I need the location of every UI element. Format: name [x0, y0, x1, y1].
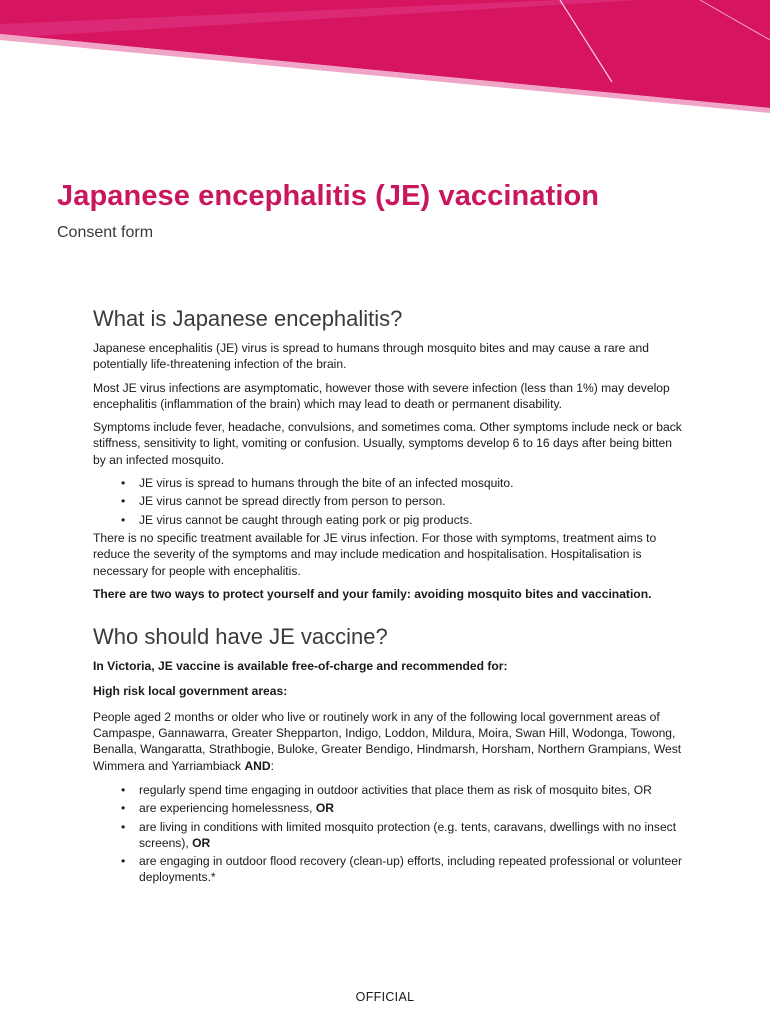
section-what-is-je	[93, 306, 683, 602]
list-item: • regularly spend time engaging in outdoor activities that place them as risk of mosquito bites, OR	[121, 782, 652, 797]
header-banner	[0, 0, 770, 120]
section-heading: What is Japanese encephalitis?	[93, 306, 403, 331]
bullet-icon: •	[121, 512, 126, 527]
bullet-icon: •	[121, 476, 126, 491]
bullet-icon: •	[121, 494, 126, 509]
paragraph-bold: There are two ways to protect yourself and your family: avoiding mosquito bites and vaccination.	[93, 586, 652, 601]
page-subtitle: Consent form	[57, 224, 154, 241]
bullet-icon: •	[121, 782, 126, 797]
list-item: • JE virus is spread to humans through the bite of an infected mosquito.	[121, 476, 514, 491]
paragraph-bold: In Victoria, JE vaccine is available free-of-charge and recommended for:	[93, 659, 508, 674]
document-body	[93, 306, 683, 888]
paragraph: Symptoms include fever, headache, convulsions, and sometimes coma. Other symptoms include neck or back stiffness, sensitivity to light, vomiting or confusion. Usually, symptoms develop 6 to 16 days after being bitten by an infected mosquito.	[93, 420, 682, 467]
list-item: • JE virus cannot be spread directly from person to person.	[121, 494, 446, 509]
bullet-list	[93, 782, 683, 886]
list-item: • are engaging in outdoor flood recovery (clean-up) efforts, including repeated professional or volunteer deployments.*	[121, 854, 682, 885]
page-title: Japanese encephalitis (JE) vaccination	[57, 180, 600, 212]
bullet-icon: •	[121, 854, 126, 869]
list-item: • JE virus cannot be caught through eating pork or pig products.	[121, 512, 473, 527]
section-heading: Who should have JE vaccine?	[93, 624, 388, 650]
subheading: High risk local government areas:	[93, 684, 288, 699]
paragraph: There is no specific treatment available for JE virus infection. For those with symptoms, treatment aims to reduce the severity of the symptoms and may include medication and hospitalisation. Hospitalisation is necessary for people with encephalitis.	[93, 530, 657, 578]
paragraph: Japanese encephalitis (JE) virus is spread to humans through mosquito bites and may cause a rare and potentially life-threatening infection of the brain.	[93, 341, 649, 372]
list-item: • are experiencing homelessness, OR	[121, 801, 334, 816]
paragraph: Most JE virus infections are asymptomatic, however those with severe infection (less than 1%) may develop encephalitis (inflammation of the brain) which may lead to death or permanent disability.	[93, 380, 670, 411]
bullet-list	[93, 475, 683, 528]
list-item: • are living in conditions with limited mosquito protection (e.g. tents, caravans, dwellings with no insect screens), OR	[121, 819, 677, 850]
bullet-icon: •	[121, 819, 126, 834]
banner-pink-band	[0, 0, 770, 108]
paragraph: People aged 2 months or older who live or routinely work in any of the following local government areas of Campaspe, Gannawarra, Greater Shepparton, Indigo, Loddon, Mildura, Moira, Swan Hill, Wodonga, Towong, Benalla, Wangaratta, Strathbogie, Buloke, Greater Bendigo, Hindmarsh, Horsham, Northern Grampians, West Wimmera and Yarriambiack AND:	[93, 709, 682, 773]
footer-classification: OFFICIAL	[355, 990, 415, 1004]
section-who-should-have	[93, 624, 683, 886]
bullet-icon: •	[121, 801, 126, 816]
